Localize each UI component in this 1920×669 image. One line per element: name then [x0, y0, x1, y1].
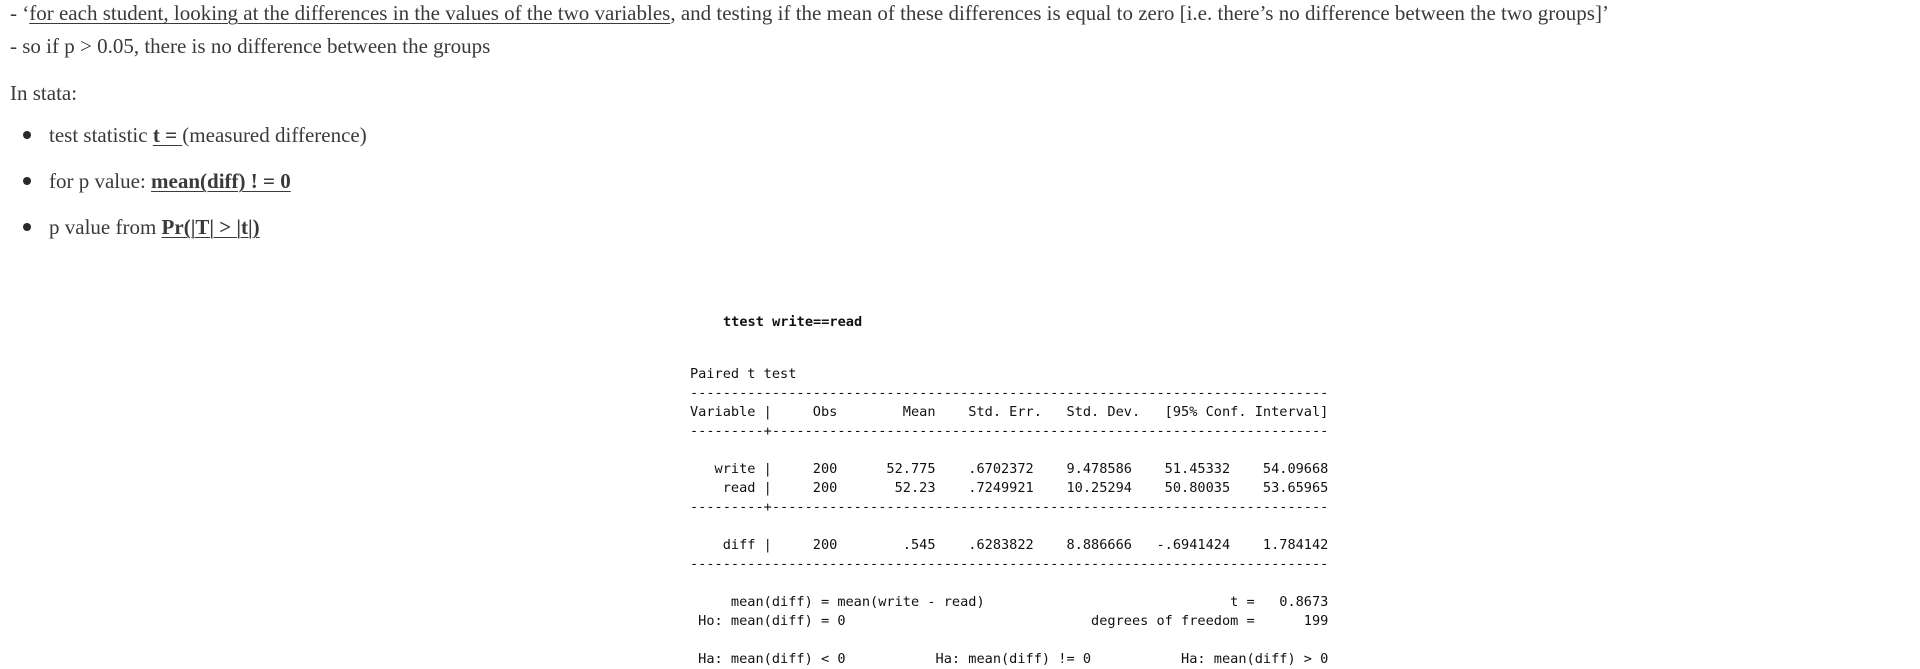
stata-header: Variable | Obs Mean Std. Err. Std. Dev. [95% Conf. Interval]	[690, 404, 1329, 420]
note-line-1-underlined: for each student, looking at the differences in the values of the two variables	[29, 1, 671, 25]
stata-spacer	[690, 442, 698, 458]
bullet-text: for p value:	[49, 169, 152, 193]
list-item	[0, 168, 367, 214]
bullet-icon	[23, 131, 31, 139]
bullet-text: test statistic	[49, 123, 153, 147]
note-heading-stata: In stata:	[10, 81, 78, 105]
stata-output	[690, 365, 1328, 669]
stata-command: ttest write==read	[723, 314, 863, 330]
note-line-1-rest: , and testing if the mean of these differences is equal to zero [i.e. there’s no difference between the two groups]’	[670, 1, 1609, 25]
stata-rule: ---------+--------------------------------------------------------------------	[690, 423, 1329, 439]
note-line-2: - so if p > 0.05, there is no difference between the groups	[10, 34, 491, 58]
list-item	[0, 214, 367, 260]
stata-spacer	[690, 575, 698, 591]
bullet-tail: (measured difference)	[182, 123, 367, 147]
stata-rule: ------------------------------------------------------------------------------	[690, 556, 1329, 572]
bullet-bold: Pr(|T| > |t|)	[161, 215, 260, 239]
stata-rule: ------------------------------------------------------------------------------	[690, 385, 1329, 401]
bullet-icon	[23, 223, 31, 231]
note-line-1	[10, 0, 1609, 26]
stata-spacer	[690, 518, 698, 534]
stata-cutoff-line: Ha: mean(diff) < 0 Ha: mean(diff) != 0 Ha: mean(diff) > 0	[690, 651, 1329, 667]
stata-stat-line-2: Ho: mean(diff) = 0 degrees of freedom = 199	[690, 613, 1329, 629]
stata-title: Paired t test	[690, 366, 797, 382]
stata-rule: ---------+--------------------------------------------------------------------	[690, 499, 1329, 515]
stata-row-diff: diff | 200 .545 .6283822 8.886666 -.6941424 1.784142	[690, 537, 1329, 553]
bullet-bold: t =	[152, 123, 183, 147]
note-line-1-prefix: - ‘	[10, 1, 30, 25]
list-item	[0, 122, 367, 168]
stata-row-read: read | 200 52.23 .7249921 10.25294 50.80035 53.65965	[690, 480, 1329, 496]
stata-stat-line-1: mean(diff) = mean(write - read) t = 0.8673	[690, 594, 1329, 610]
stata-spacer	[690, 632, 698, 648]
bullet-bold: mean(diff) ! = 0	[151, 169, 291, 193]
stata-row-write: write | 200 52.775 .6702372 9.478586 51.45332 54.09668	[690, 461, 1329, 477]
bullet-icon	[23, 177, 31, 185]
bullet-list	[0, 122, 367, 260]
bullet-text: p value from	[49, 215, 162, 239]
